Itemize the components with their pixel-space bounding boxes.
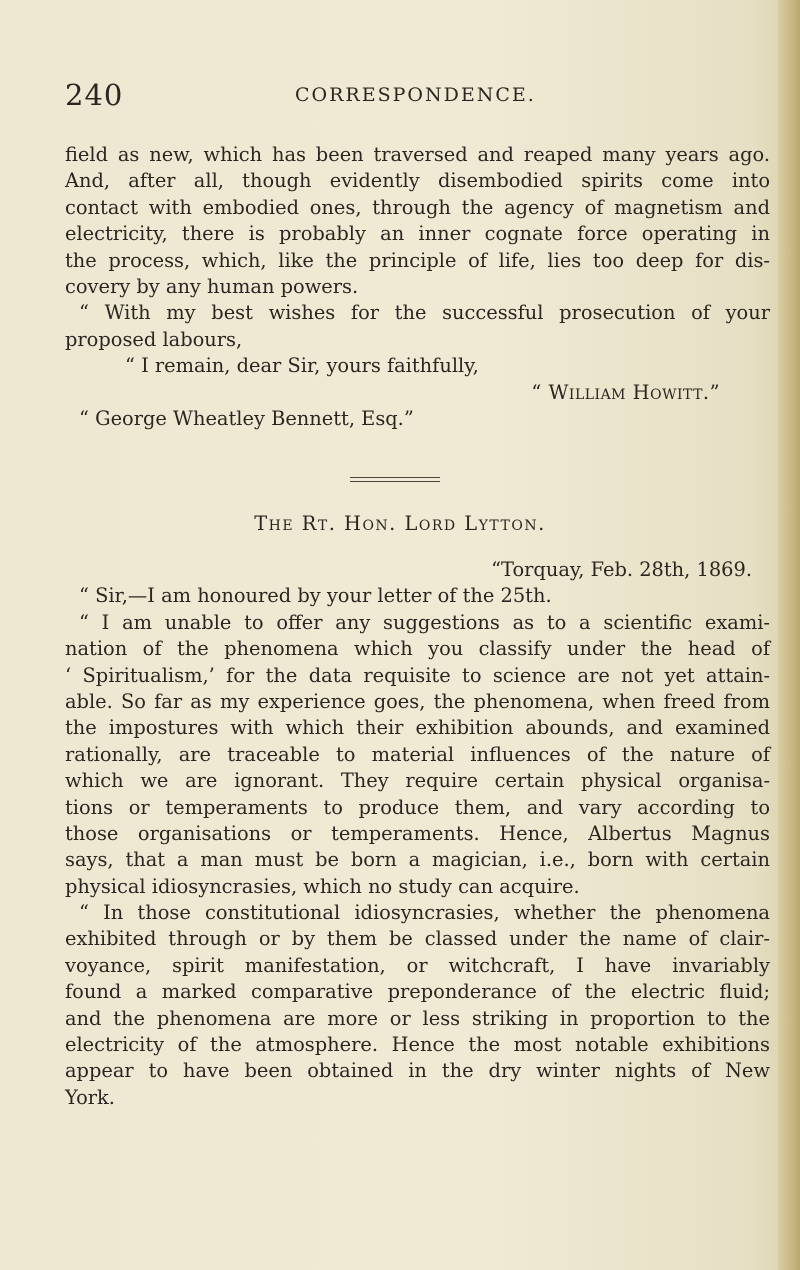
- running-head: CORRESPONDENCE.: [295, 84, 536, 106]
- text-line: those organisations or temperaments. Hence, Albertus Magnus: [65, 821, 770, 845]
- text-line: voyance, spirit manifestation, or witchcraft, I have invariably: [65, 953, 770, 977]
- text-line: says, that a man must be born a magician, i.e., born with certain: [65, 848, 770, 872]
- text-line: electricity of the atmosphere. Hence the most notable exhibitions: [65, 1033, 770, 1057]
- text-line: field as new, which has been traversed and reaped many years ago.: [65, 143, 770, 166]
- closing-line: “ I remain, dear Sir, yours faithfully,: [125, 354, 479, 378]
- text-line: which we are ignorant. They require certain physical organisa-: [65, 769, 770, 793]
- text-line: “ In those constitutional idiosyncrasies, whether the phenomena: [79, 901, 770, 925]
- text-line: covery by any human powers.: [65, 274, 359, 298]
- text-line: nation of the phenomena which you classify under the head of: [65, 637, 770, 661]
- text-line: rationally, are traceable to material influences of the nature of: [65, 742, 770, 766]
- salutation: “ Sir,—I am honoured by your letter of the 25th.: [79, 584, 552, 608]
- text-line: tions or temperaments to produce them, and vary according to: [65, 795, 770, 819]
- text-line: and the phenomena are more or less striking in proportion to the: [65, 1006, 770, 1030]
- addressee: “ George Wheatley Bennett, Esq.”: [79, 406, 414, 430]
- letter-two-body: [65, 557, 770, 1111]
- text-line: electricity, there is probably an inner cognate force operating in: [65, 222, 770, 246]
- dateline: “Torquay, Feb. 28th, 1869.: [491, 558, 752, 581]
- text-line: able. So far as my experience goes, the phenomena, when freed from: [65, 689, 770, 713]
- text-line: exhibited through or by them be classed under the name of clair-: [65, 927, 770, 951]
- section-rule: [350, 481, 440, 482]
- text-line: York.: [65, 1085, 115, 1109]
- page-header: [0, 78, 800, 118]
- text-line: contact with embodied ones, through the agency of magnetism and: [65, 195, 770, 219]
- text-line: And, after all, though evidently disembodied spirits come into: [65, 169, 770, 193]
- text-line: ‘ Spiritualism,’ for the data requisite to science are not yet attain-: [65, 663, 770, 687]
- text-line: appear to have been obtained in the dry winter nights of New: [65, 1059, 770, 1083]
- page-edge: [778, 0, 800, 1270]
- text-line: the process, which, like the principle of life, lies too deep for dis-: [65, 248, 770, 272]
- text-line: “ I am unable to offer any suggestions as to a scientific exami-: [79, 610, 770, 634]
- text-line: found a marked comparative preponderance of the electric fluid;: [65, 980, 770, 1004]
- page-number: 240: [65, 78, 124, 112]
- text-line: proposed labours,: [65, 327, 243, 351]
- signature-name: “ William Howitt.”: [531, 380, 720, 404]
- letter-one-ending: [65, 142, 770, 432]
- text-line: physical idiosyncrasies, which no study can acquire.: [65, 874, 580, 898]
- text-line: the impostures with which their exhibition abounds, and examined: [65, 716, 770, 740]
- signature: [65, 380, 770, 406]
- text-line: “ With my best wishes for the successful prosecution of your: [79, 301, 770, 325]
- section-rule: [350, 477, 440, 478]
- letter-two-title: The Rt. Hon. Lord Lytton.: [254, 512, 546, 535]
